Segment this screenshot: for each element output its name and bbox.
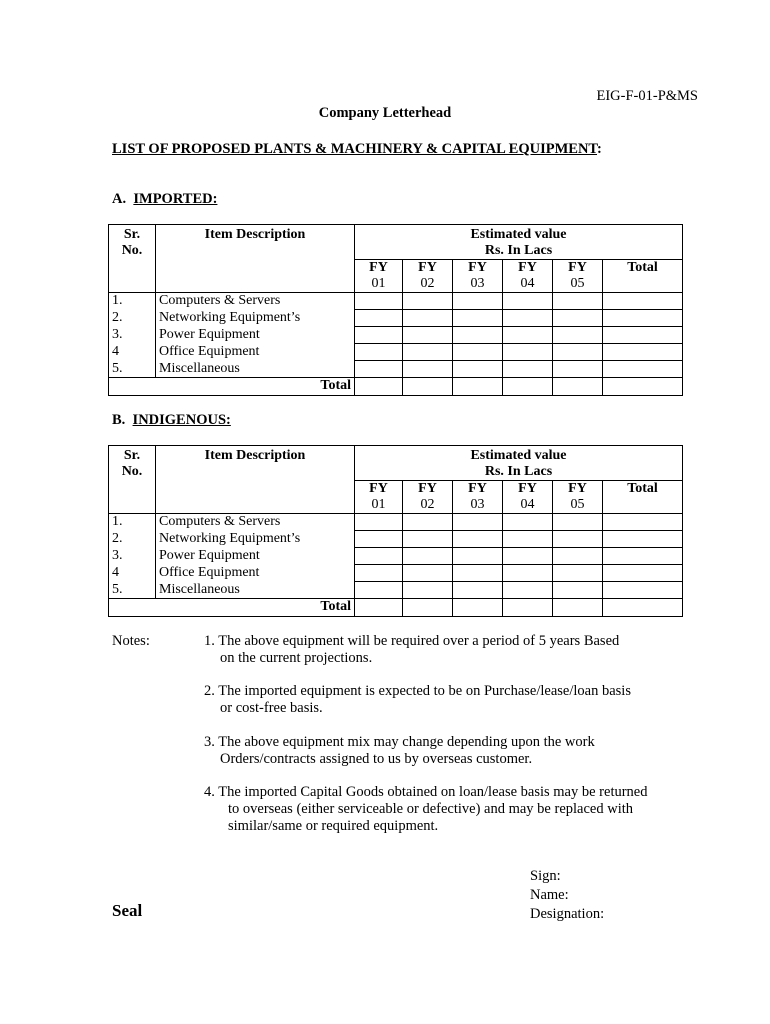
table-row: 3. Power Equipment xyxy=(109,327,683,344)
seal-label: Seal xyxy=(112,901,143,920)
page-title-suffix: : xyxy=(597,141,602,157)
section-b-title: INDIGENOUS: xyxy=(132,412,231,428)
fy-03-header: FY 03 xyxy=(453,260,503,293)
table-row: 4 Office Equipment xyxy=(109,344,683,361)
total-column-header: Total xyxy=(603,481,683,514)
notes-label: Notes: xyxy=(112,633,150,649)
fy-04-header: FY 04 xyxy=(503,481,553,514)
section-a-prefix: A. xyxy=(112,191,127,207)
fy-04-header: FY 04 xyxy=(503,260,553,293)
sign-label: Sign: xyxy=(530,868,561,884)
total-row xyxy=(109,378,683,396)
section-b-heading xyxy=(112,412,231,429)
page-title xyxy=(112,141,602,158)
page-title-text: LIST OF PROPOSED PLANTS & MACHINERY & CAPITAL EQUIPMENT xyxy=(112,141,598,157)
sr-no-header: Sr. No. xyxy=(109,225,156,293)
fy-03-header: FY 03 xyxy=(453,481,503,514)
table-row: 2. Networking Equipment’s xyxy=(109,531,683,548)
designation-label: Designation: xyxy=(530,906,605,922)
form-code: EIG-F-01-P&MS xyxy=(596,88,698,104)
indigenous-equipment-table xyxy=(108,445,683,617)
fy-02-header: FY 02 xyxy=(403,260,453,293)
fy-02-header: FY 02 xyxy=(403,481,453,514)
signature-block xyxy=(530,867,604,924)
total-column-header: Total xyxy=(603,260,683,293)
note-item: 2. The imported equipment is expected to be on Purchase/lease/loan basis or cost-free basis. xyxy=(204,683,631,716)
fy-01-header: FY 01 xyxy=(355,481,403,514)
estimated-value-header: Estimated value Rs. In Lacs xyxy=(355,225,683,260)
fy-01-header: FY 01 xyxy=(355,260,403,293)
total-row-label: Total xyxy=(109,378,355,396)
item-description-header: Item Description xyxy=(156,225,355,293)
table-row: 3. Power Equipment xyxy=(109,548,683,565)
note-item: 3. The above equipment mix may change depending upon the work Orders/contracts assigned to us by overseas customer. xyxy=(204,734,595,767)
table-row: 5. Miscellaneous xyxy=(109,361,683,378)
table-row: 5. Miscellaneous xyxy=(109,582,683,599)
total-row-label: Total xyxy=(109,599,355,617)
section-a-title: IMPORTED: xyxy=(133,191,218,207)
note-item: 4. The imported Capital Goods obtained on loan/lease basis may be returned to overseas (either serviceable or defective) and may be replaced with similar/same or required equipment. xyxy=(204,784,648,834)
table-row: 4 Office Equipment xyxy=(109,565,683,582)
section-a-heading xyxy=(112,191,217,208)
note-item: 1. The above equipment will be required over a period of 5 years Based on the current projections. xyxy=(204,633,620,666)
fy-05-header: FY 05 xyxy=(553,260,603,293)
imported-equipment-table xyxy=(108,224,683,396)
total-row xyxy=(109,599,683,617)
table-row: 1. Computers & Servers xyxy=(109,514,683,531)
item-description-header: Item Description xyxy=(156,446,355,514)
fy-05-header: FY 05 xyxy=(553,481,603,514)
name-label: Name: xyxy=(530,887,569,903)
section-b-prefix: B. xyxy=(112,412,126,428)
estimated-value-header: Estimated value Rs. In Lacs xyxy=(355,446,683,481)
table-row: 1. Computers & Servers xyxy=(109,293,683,310)
table-row: 2. Networking Equipment’s xyxy=(109,310,683,327)
letterhead-label: Company Letterhead xyxy=(318,105,452,121)
sr-no-header: Sr. No. xyxy=(109,446,156,514)
